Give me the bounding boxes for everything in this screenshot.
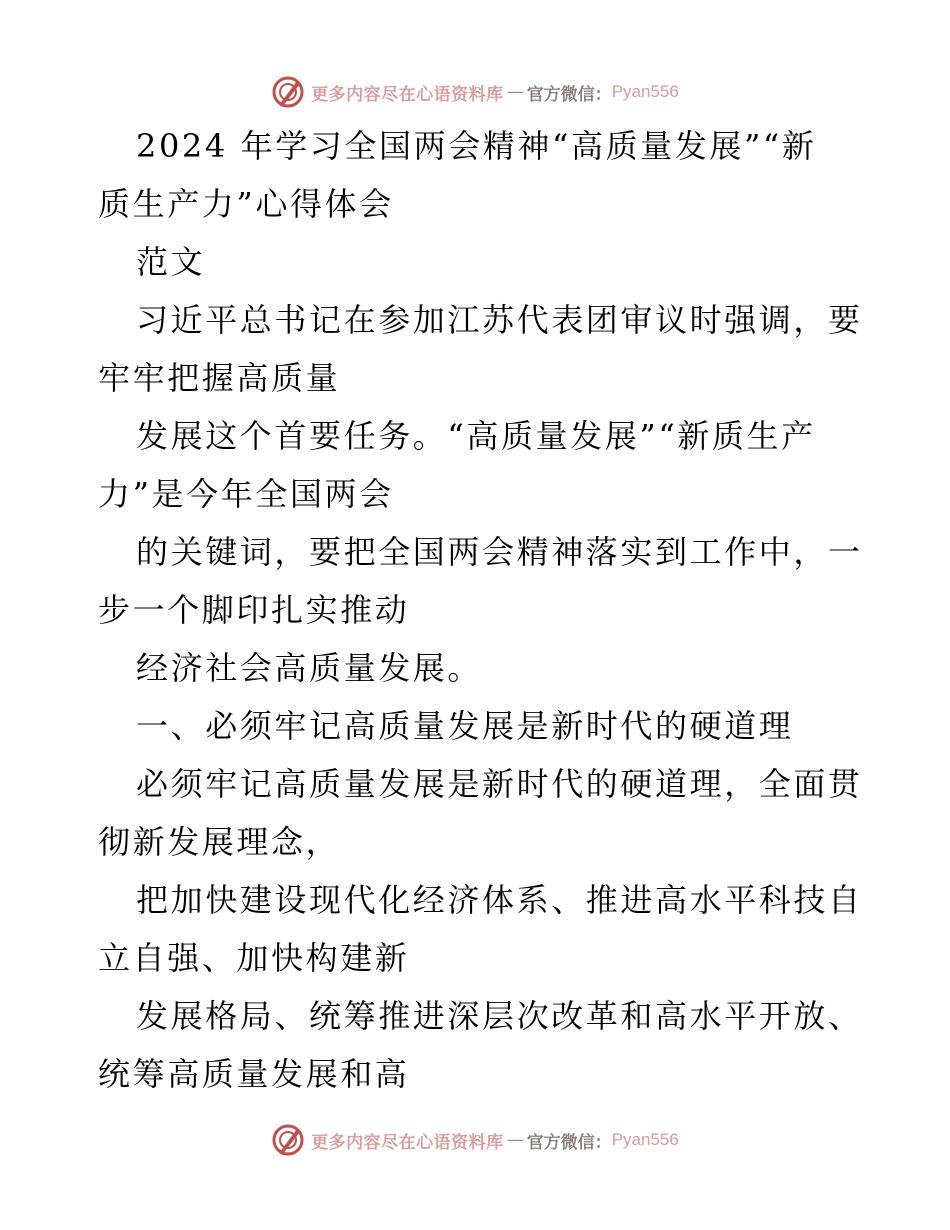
paragraph-line: 统筹高质量发展和高 <box>98 1055 410 1093</box>
banner-dash: — <box>506 82 524 102</box>
paragraph-line: 发展格局、统筹推进深层次改革和高水平开放、 <box>136 997 863 1035</box>
section-heading: 一、必须牢记高质量发展是新时代的硬道理 <box>136 707 794 745</box>
banner-wechat-id: Pyan556 <box>611 82 679 101</box>
banner-brand-text: 更多内容尽在心语资料库 <box>311 1132 504 1153</box>
banner-dash: — <box>506 1130 524 1150</box>
paragraph-line: 习近平总书记在参加江苏代表团审议时强调，要 <box>136 301 863 339</box>
document-body <box>98 117 863 1103</box>
banner-brand-text: 更多内容尽在心语资料库 <box>311 84 504 105</box>
paragraph-line: 步一个脚印扎实推动 <box>98 591 410 629</box>
paragraph-line: 把加快建设现代化经济体系、推进高水平科技自 <box>136 881 863 919</box>
banner-wechat-label: 官方微信： <box>526 84 612 105</box>
subtitle-line: 范文 <box>136 243 206 281</box>
paragraph-line: 发展这个首要任务。“高质量发展”“新质生产 <box>136 417 816 455</box>
title-line: 质生产力”心得体会 <box>98 185 394 223</box>
paragraph-line: 经济社会高质量发展。 <box>136 649 483 687</box>
pen-logo-icon <box>271 1123 305 1157</box>
pen-logo-icon <box>271 75 305 109</box>
paragraph-line: 牢牢把握高质量 <box>98 359 341 397</box>
footer-banner <box>0 1120 950 1160</box>
title-line: 2024 年学习全国两会精神“高质量发展”“新 <box>136 127 817 165</box>
paragraph-line: 力”是今年全国两会 <box>98 475 394 513</box>
banner-wechat-id: Pyan556 <box>611 1130 679 1149</box>
paragraph-line: 立自强、加快构建新 <box>98 939 410 977</box>
banner-wechat-label: 官方微信： <box>526 1132 612 1153</box>
paragraph-line: 的关键词，要把全国两会精神落实到工作中，一 <box>136 533 863 571</box>
header-banner <box>0 72 950 112</box>
paragraph-line: 彻新发展理念， <box>98 823 341 861</box>
paragraph-line: 必须牢记高质量发展是新时代的硬道理，全面贯 <box>136 765 863 803</box>
